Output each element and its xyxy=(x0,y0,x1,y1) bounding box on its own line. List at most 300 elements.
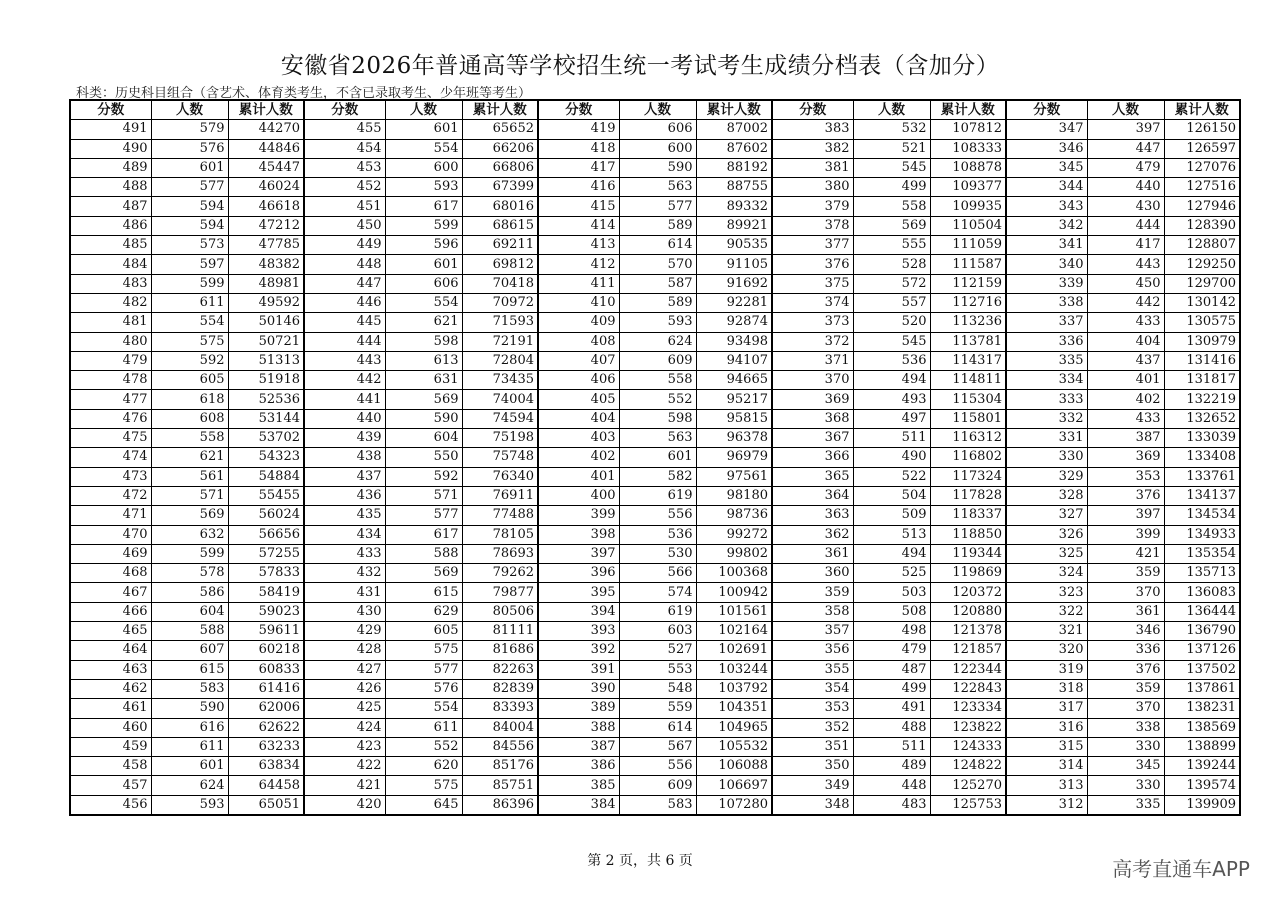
score-cell: 343 xyxy=(1006,197,1087,216)
count-cell: 615 xyxy=(385,583,462,602)
score-cell: 454 xyxy=(304,139,385,158)
cumulative-cell: 123334 xyxy=(930,699,1006,718)
score-cell: 465 xyxy=(70,622,151,641)
score-cell: 428 xyxy=(304,641,385,660)
cumulative-cell: 135713 xyxy=(1164,564,1240,583)
cumulative-cell: 59023 xyxy=(228,602,304,621)
score-cell: 319 xyxy=(1006,660,1087,679)
score-cell: 338 xyxy=(1006,293,1087,312)
count-cell: 503 xyxy=(853,583,930,602)
cumulative-cell: 82839 xyxy=(462,679,538,698)
count-cell: 619 xyxy=(619,602,696,621)
score-cell: 406 xyxy=(538,371,619,390)
cumulative-header: 累计人数 xyxy=(696,100,772,120)
cumulative-cell: 76340 xyxy=(462,467,538,486)
count-cell: 397 xyxy=(1087,120,1164,139)
score-cell: 340 xyxy=(1006,255,1087,274)
cumulative-cell: 111059 xyxy=(930,236,1006,255)
count-cell: 593 xyxy=(151,795,228,815)
count-cell: 571 xyxy=(151,486,228,505)
count-cell: 440 xyxy=(1087,178,1164,197)
cumulative-cell: 137502 xyxy=(1164,660,1240,679)
cumulative-cell: 74594 xyxy=(462,409,538,428)
cumulative-cell: 89921 xyxy=(696,216,772,235)
cumulative-cell: 113236 xyxy=(930,313,1006,332)
table-row xyxy=(70,178,1240,197)
score-cell: 398 xyxy=(538,525,619,544)
score-cell: 489 xyxy=(70,158,151,177)
cumulative-cell: 87002 xyxy=(696,120,772,139)
score-cell: 481 xyxy=(70,313,151,332)
cumulative-cell: 60833 xyxy=(228,660,304,679)
cumulative-cell: 57833 xyxy=(228,564,304,583)
cumulative-cell: 75748 xyxy=(462,448,538,467)
cumulative-cell: 48981 xyxy=(228,274,304,293)
count-cell: 599 xyxy=(151,544,228,563)
cumulative-cell: 74004 xyxy=(462,390,538,409)
cumulative-cell: 124822 xyxy=(930,757,1006,776)
table-row xyxy=(70,429,1240,448)
cumulative-cell: 108878 xyxy=(930,158,1006,177)
score-cell: 479 xyxy=(70,351,151,370)
table-row xyxy=(70,390,1240,409)
count-cell: 397 xyxy=(1087,506,1164,525)
score-cell: 356 xyxy=(772,641,853,660)
count-cell: 609 xyxy=(619,776,696,795)
cumulative-cell: 98180 xyxy=(696,486,772,505)
count-cell: 575 xyxy=(385,776,462,795)
cumulative-cell: 110504 xyxy=(930,216,1006,235)
count-cell: 577 xyxy=(151,178,228,197)
count-cell: 433 xyxy=(1087,313,1164,332)
score-cell: 380 xyxy=(772,178,853,197)
score-cell: 368 xyxy=(772,409,853,428)
count-cell: 498 xyxy=(853,622,930,641)
count-cell: 606 xyxy=(619,120,696,139)
cumulative-cell: 68016 xyxy=(462,197,538,216)
count-cell: 593 xyxy=(619,313,696,332)
count-cell: 603 xyxy=(619,622,696,641)
score-cell: 400 xyxy=(538,486,619,505)
cumulative-cell: 46024 xyxy=(228,178,304,197)
score-cell: 439 xyxy=(304,429,385,448)
count-cell: 598 xyxy=(385,332,462,351)
count-cell: 494 xyxy=(853,371,930,390)
count-cell: 590 xyxy=(385,409,462,428)
table-header-row xyxy=(70,100,1240,120)
score-cell: 371 xyxy=(772,351,853,370)
score-cell: 394 xyxy=(538,602,619,621)
score-cell: 379 xyxy=(772,197,853,216)
cumulative-cell: 137126 xyxy=(1164,641,1240,660)
count-cell: 554 xyxy=(385,699,462,718)
score-cell: 402 xyxy=(538,448,619,467)
count-cell: 550 xyxy=(385,448,462,467)
count-cell: 556 xyxy=(619,757,696,776)
count-cell: 338 xyxy=(1087,718,1164,737)
score-cell: 411 xyxy=(538,274,619,293)
count-cell: 490 xyxy=(853,448,930,467)
cumulative-cell: 51313 xyxy=(228,351,304,370)
count-cell: 587 xyxy=(619,274,696,293)
cumulative-cell: 87602 xyxy=(696,139,772,158)
cumulative-cell: 63834 xyxy=(228,757,304,776)
score-cell: 442 xyxy=(304,371,385,390)
count-cell: 511 xyxy=(853,429,930,448)
score-cell: 342 xyxy=(1006,216,1087,235)
cumulative-cell: 44846 xyxy=(228,139,304,158)
cumulative-cell: 139574 xyxy=(1164,776,1240,795)
score-cell: 423 xyxy=(304,737,385,756)
cumulative-cell: 136444 xyxy=(1164,602,1240,621)
table-row xyxy=(70,544,1240,563)
count-cell: 335 xyxy=(1087,795,1164,815)
cumulative-cell: 120880 xyxy=(930,602,1006,621)
cumulative-header: 累计人数 xyxy=(228,100,304,120)
count-cell: 450 xyxy=(1087,274,1164,293)
count-header: 人数 xyxy=(853,100,930,120)
cumulative-cell: 129700 xyxy=(1164,274,1240,293)
count-cell: 577 xyxy=(385,660,462,679)
count-cell: 491 xyxy=(853,699,930,718)
cumulative-cell: 88192 xyxy=(696,158,772,177)
score-cell: 312 xyxy=(1006,795,1087,815)
cumulative-cell: 137861 xyxy=(1164,679,1240,698)
count-cell: 417 xyxy=(1087,236,1164,255)
count-cell: 528 xyxy=(853,255,930,274)
count-cell: 601 xyxy=(385,255,462,274)
count-cell: 554 xyxy=(385,139,462,158)
score-cell: 470 xyxy=(70,525,151,544)
score-cell: 355 xyxy=(772,660,853,679)
score-cell: 474 xyxy=(70,448,151,467)
score-cell: 429 xyxy=(304,622,385,641)
cumulative-cell: 61416 xyxy=(228,679,304,698)
cumulative-cell: 124333 xyxy=(930,737,1006,756)
table-row xyxy=(70,641,1240,660)
table-row xyxy=(70,139,1240,158)
cumulative-cell: 62006 xyxy=(228,699,304,718)
cumulative-cell: 95815 xyxy=(696,409,772,428)
score-cell: 464 xyxy=(70,641,151,660)
subject-line: 科类：历史科目组合（含艺术、体育类考生，不含已录取考生、少年班等考生） xyxy=(76,86,532,101)
cumulative-cell: 103792 xyxy=(696,679,772,698)
cumulative-cell: 134137 xyxy=(1164,486,1240,505)
score-cell: 370 xyxy=(772,371,853,390)
score-cell: 334 xyxy=(1006,371,1087,390)
cumulative-cell: 65652 xyxy=(462,120,538,139)
count-cell: 594 xyxy=(151,197,228,216)
score-cell: 490 xyxy=(70,139,151,158)
score-header: 分数 xyxy=(1006,100,1087,120)
score-cell: 382 xyxy=(772,139,853,158)
count-cell: 574 xyxy=(619,583,696,602)
score-cell: 341 xyxy=(1006,236,1087,255)
cumulative-cell: 109935 xyxy=(930,197,1006,216)
count-cell: 606 xyxy=(385,274,462,293)
cumulative-cell: 115801 xyxy=(930,409,1006,428)
score-cell: 475 xyxy=(70,429,151,448)
count-cell: 619 xyxy=(619,486,696,505)
score-cell: 421 xyxy=(304,776,385,795)
count-cell: 621 xyxy=(151,448,228,467)
cumulative-cell: 85751 xyxy=(462,776,538,795)
score-cell: 381 xyxy=(772,158,853,177)
score-cell: 414 xyxy=(538,216,619,235)
cumulative-header: 累计人数 xyxy=(930,100,1006,120)
cumulative-cell: 136790 xyxy=(1164,622,1240,641)
cumulative-cell: 50146 xyxy=(228,313,304,332)
count-header: 人数 xyxy=(619,100,696,120)
count-cell: 430 xyxy=(1087,197,1164,216)
cumulative-cell: 104351 xyxy=(696,699,772,718)
count-cell: 582 xyxy=(619,467,696,486)
cumulative-cell: 128390 xyxy=(1164,216,1240,235)
table-row xyxy=(70,371,1240,390)
count-cell: 577 xyxy=(619,197,696,216)
score-cell: 323 xyxy=(1006,583,1087,602)
cumulative-cell: 126597 xyxy=(1164,139,1240,158)
cumulative-cell: 119344 xyxy=(930,544,1006,563)
score-cell: 329 xyxy=(1006,467,1087,486)
score-cell: 486 xyxy=(70,216,151,235)
score-cell: 435 xyxy=(304,506,385,525)
count-cell: 401 xyxy=(1087,371,1164,390)
cumulative-cell: 107812 xyxy=(930,120,1006,139)
score-cell: 358 xyxy=(772,602,853,621)
table-row xyxy=(70,120,1240,139)
score-cell: 313 xyxy=(1006,776,1087,795)
cumulative-cell: 55455 xyxy=(228,486,304,505)
score-cell: 337 xyxy=(1006,313,1087,332)
table-row xyxy=(70,718,1240,737)
cumulative-cell: 99272 xyxy=(696,525,772,544)
count-cell: 479 xyxy=(1087,158,1164,177)
count-cell: 399 xyxy=(1087,525,1164,544)
score-cell: 425 xyxy=(304,699,385,718)
count-cell: 489 xyxy=(853,757,930,776)
cumulative-cell: 130142 xyxy=(1164,293,1240,312)
cumulative-cell: 86396 xyxy=(462,795,538,815)
count-cell: 545 xyxy=(853,332,930,351)
cumulative-cell: 112159 xyxy=(930,274,1006,293)
score-cell: 359 xyxy=(772,583,853,602)
cumulative-cell: 123822 xyxy=(930,718,1006,737)
count-header: 人数 xyxy=(151,100,228,120)
count-cell: 572 xyxy=(853,274,930,293)
count-cell: 563 xyxy=(619,178,696,197)
count-cell: 576 xyxy=(385,679,462,698)
count-cell: 561 xyxy=(151,467,228,486)
cumulative-cell: 138231 xyxy=(1164,699,1240,718)
cumulative-cell: 127516 xyxy=(1164,178,1240,197)
cumulative-cell: 58419 xyxy=(228,583,304,602)
table-row xyxy=(70,467,1240,486)
score-cell: 353 xyxy=(772,699,853,718)
table-row xyxy=(70,525,1240,544)
count-cell: 599 xyxy=(385,216,462,235)
count-cell: 522 xyxy=(853,467,930,486)
cumulative-cell: 64458 xyxy=(228,776,304,795)
score-cell: 418 xyxy=(538,139,619,158)
score-cell: 325 xyxy=(1006,544,1087,563)
score-cell: 363 xyxy=(772,506,853,525)
cumulative-cell: 117324 xyxy=(930,467,1006,486)
cumulative-cell: 106697 xyxy=(696,776,772,795)
score-cell: 324 xyxy=(1006,564,1087,583)
cumulative-cell: 119869 xyxy=(930,564,1006,583)
cumulative-cell: 91692 xyxy=(696,274,772,293)
cumulative-cell: 89332 xyxy=(696,197,772,216)
score-cell: 386 xyxy=(538,757,619,776)
cumulative-cell: 131817 xyxy=(1164,371,1240,390)
watermark: 高考直通车APP xyxy=(1112,857,1250,881)
count-cell: 590 xyxy=(619,158,696,177)
count-cell: 483 xyxy=(853,795,930,815)
cumulative-cell: 84556 xyxy=(462,737,538,756)
score-cell: 450 xyxy=(304,216,385,235)
score-cell: 357 xyxy=(772,622,853,641)
score-cell: 331 xyxy=(1006,429,1087,448)
count-cell: 569 xyxy=(385,390,462,409)
count-cell: 370 xyxy=(1087,583,1164,602)
count-cell: 558 xyxy=(853,197,930,216)
cumulative-cell: 115304 xyxy=(930,390,1006,409)
score-cell: 369 xyxy=(772,390,853,409)
table-row xyxy=(70,351,1240,370)
score-cell: 466 xyxy=(70,602,151,621)
score-cell: 352 xyxy=(772,718,853,737)
count-cell: 387 xyxy=(1087,429,1164,448)
score-cell: 407 xyxy=(538,351,619,370)
count-cell: 437 xyxy=(1087,351,1164,370)
score-cell: 438 xyxy=(304,448,385,467)
count-cell: 601 xyxy=(619,448,696,467)
count-cell: 552 xyxy=(385,737,462,756)
cumulative-cell: 80506 xyxy=(462,602,538,621)
count-cell: 559 xyxy=(619,699,696,718)
cumulative-cell: 100942 xyxy=(696,583,772,602)
count-cell: 359 xyxy=(1087,679,1164,698)
score-cell: 462 xyxy=(70,679,151,698)
score-cell: 392 xyxy=(538,641,619,660)
count-cell: 525 xyxy=(853,564,930,583)
score-cell: 327 xyxy=(1006,506,1087,525)
score-cell: 443 xyxy=(304,351,385,370)
count-cell: 545 xyxy=(853,158,930,177)
score-cell: 409 xyxy=(538,313,619,332)
score-cell: 485 xyxy=(70,236,151,255)
cumulative-cell: 133039 xyxy=(1164,429,1240,448)
count-cell: 553 xyxy=(619,660,696,679)
cumulative-cell: 108333 xyxy=(930,139,1006,158)
cumulative-cell: 139244 xyxy=(1164,757,1240,776)
score-cell: 322 xyxy=(1006,602,1087,621)
count-cell: 558 xyxy=(151,429,228,448)
cumulative-cell: 60218 xyxy=(228,641,304,660)
count-header: 人数 xyxy=(1087,100,1164,120)
count-cell: 620 xyxy=(385,757,462,776)
table-row xyxy=(70,776,1240,795)
count-cell: 616 xyxy=(151,718,228,737)
count-cell: 376 xyxy=(1087,486,1164,505)
count-cell: 611 xyxy=(151,293,228,312)
table-row xyxy=(70,757,1240,776)
score-cell: 317 xyxy=(1006,699,1087,718)
cumulative-cell: 130979 xyxy=(1164,332,1240,351)
table-row xyxy=(70,564,1240,583)
cumulative-cell: 99802 xyxy=(696,544,772,563)
score-cell: 469 xyxy=(70,544,151,563)
count-cell: 487 xyxy=(853,660,930,679)
score-cell: 389 xyxy=(538,699,619,718)
score-cell: 463 xyxy=(70,660,151,679)
cumulative-cell: 77488 xyxy=(462,506,538,525)
cumulative-cell: 127946 xyxy=(1164,197,1240,216)
count-cell: 583 xyxy=(151,679,228,698)
page-title: 安徽省2026年普通高等学校招生统一考试考生成绩分档表（含加分） xyxy=(280,53,1000,79)
count-cell: 447 xyxy=(1087,139,1164,158)
score-cell: 444 xyxy=(304,332,385,351)
count-cell: 404 xyxy=(1087,332,1164,351)
table-row xyxy=(70,583,1240,602)
table-row xyxy=(70,236,1240,255)
score-cell: 455 xyxy=(304,120,385,139)
table-row xyxy=(70,158,1240,177)
cumulative-cell: 114811 xyxy=(930,371,1006,390)
count-cell: 359 xyxy=(1087,564,1164,583)
cumulative-cell: 66806 xyxy=(462,158,538,177)
count-cell: 588 xyxy=(385,544,462,563)
count-cell: 575 xyxy=(385,641,462,660)
count-cell: 617 xyxy=(385,525,462,544)
cumulative-cell: 95217 xyxy=(696,390,772,409)
cumulative-cell: 94665 xyxy=(696,371,772,390)
count-cell: 608 xyxy=(151,409,228,428)
count-cell: 588 xyxy=(151,622,228,641)
score-cell: 335 xyxy=(1006,351,1087,370)
cumulative-cell: 79877 xyxy=(462,583,538,602)
cumulative-cell: 54884 xyxy=(228,467,304,486)
score-cell: 388 xyxy=(538,718,619,737)
count-cell: 571 xyxy=(385,486,462,505)
score-cell: 367 xyxy=(772,429,853,448)
count-cell: 609 xyxy=(619,351,696,370)
score-cell: 378 xyxy=(772,216,853,235)
count-cell: 509 xyxy=(853,506,930,525)
count-cell: 615 xyxy=(151,660,228,679)
cumulative-cell: 93498 xyxy=(696,332,772,351)
table-row xyxy=(70,332,1240,351)
table-row xyxy=(70,602,1240,621)
cumulative-cell: 83393 xyxy=(462,699,538,718)
score-cell: 417 xyxy=(538,158,619,177)
score-cell: 408 xyxy=(538,332,619,351)
count-cell: 444 xyxy=(1087,216,1164,235)
count-cell: 618 xyxy=(151,390,228,409)
cumulative-cell: 82263 xyxy=(462,660,538,679)
count-cell: 629 xyxy=(385,602,462,621)
score-cell: 484 xyxy=(70,255,151,274)
count-cell: 563 xyxy=(619,429,696,448)
count-cell: 330 xyxy=(1087,737,1164,756)
score-cell: 477 xyxy=(70,390,151,409)
score-cell: 432 xyxy=(304,564,385,583)
score-cell: 449 xyxy=(304,236,385,255)
score-cell: 488 xyxy=(70,178,151,197)
count-cell: 567 xyxy=(619,737,696,756)
count-cell: 369 xyxy=(1087,448,1164,467)
